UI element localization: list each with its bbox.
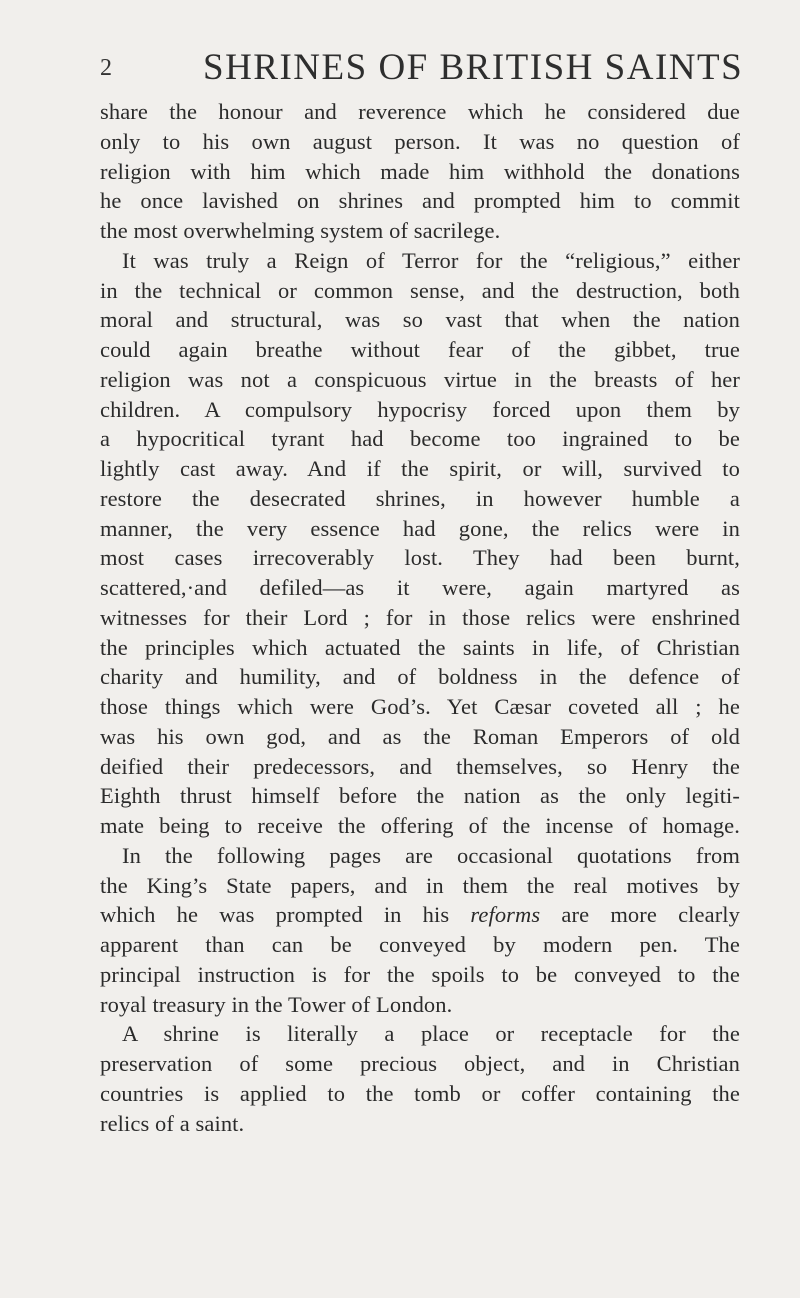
page-header	[100, 44, 744, 90]
text-line: the principles which actuated the saints in life, of Christian	[100, 634, 740, 660]
text-line: lightly cast away. And if the spirit, or will, survived to	[100, 456, 740, 481]
text-line: mate being to receive the offering of the incense of homage.	[100, 813, 740, 838]
text-line: Eighth thrust himself before the nation as the only legiti-	[100, 783, 740, 809]
text-line: relics of a saint.	[100, 1110, 245, 1136]
text-line: religion with him which made him withhold the donations	[100, 158, 740, 184]
text-line: preservation of some precious object, and in Christian	[100, 1051, 740, 1076]
text-line: It was truly a Reign of Terror for the “religious,” either	[122, 247, 740, 273]
text-line: charity and humility, and of boldness in the defence of	[100, 664, 740, 690]
text-line: share the honour and reverence which he considered due	[100, 99, 740, 124]
text-line: those things which were God’s. Yet Cæsar coveted all ; he	[100, 694, 740, 719]
text-line: moral and structural, was so vast that when the nation	[100, 307, 740, 333]
text-line-with-italic	[100, 900, 740, 930]
text-line: witnesses for their Lord ; for in those relics were enshrined	[100, 604, 740, 630]
text-line: was his own god, and as the Roman Emperors of old	[100, 723, 740, 749]
text-line: the King’s State papers, and in them the real motives by	[100, 872, 740, 898]
text-line: principal instruction is for the spoils to be conveyed to the	[100, 961, 740, 987]
text-line: children. A compulsory hypocrisy forced upon them by	[100, 396, 740, 422]
page-number: 2	[100, 55, 112, 81]
text-line: the most overwhelming system of sacrilege.	[100, 218, 501, 243]
text-segment: are more clearly	[561, 902, 740, 928]
text-segment: which he was prompted in his	[100, 902, 450, 928]
text-line: royal treasury in the Tower of London.	[100, 991, 453, 1017]
running-title: SHRINES OF BRITISH SAINTS	[203, 47, 744, 88]
text-line: countries is applied to the tomb or coffer containing the	[100, 1080, 740, 1106]
text-line: restore the desecrated shrines, in however humble a	[100, 485, 740, 511]
text-line: most cases irrecoverably lost. They had been burnt,	[100, 545, 740, 571]
text-line: in the technical or common sense, and the destruction, both	[100, 277, 740, 303]
text-line: he once lavished on shrines and prompted him to commit	[100, 188, 740, 214]
text-line: deified their predecessors, and themselves, so Henry the	[100, 753, 740, 779]
text-line: In the following pages are occasional quotations from	[122, 842, 740, 868]
italic-word-reforms: reforms	[470, 902, 541, 928]
text-line: religion was not a conspicuous virtue in the breasts of her	[100, 366, 740, 392]
text-line: A shrine is literally a place or receptacle for the	[122, 1021, 740, 1047]
text-line: a hypocritical tyrant had become too ingrained to be	[100, 426, 740, 452]
text-line: manner, the very essence had gone, the relics were in	[100, 515, 740, 541]
body-text	[100, 97, 740, 1138]
text-line: only to his own august person. It was no question of	[100, 128, 740, 154]
text-line: could again breathe without fear of the gibbet, true	[100, 337, 740, 362]
text-line: scattered,·and defiled—as it were, again martyred as	[100, 575, 740, 600]
text-line: apparent than can be conveyed by modern pen. The	[100, 932, 740, 957]
